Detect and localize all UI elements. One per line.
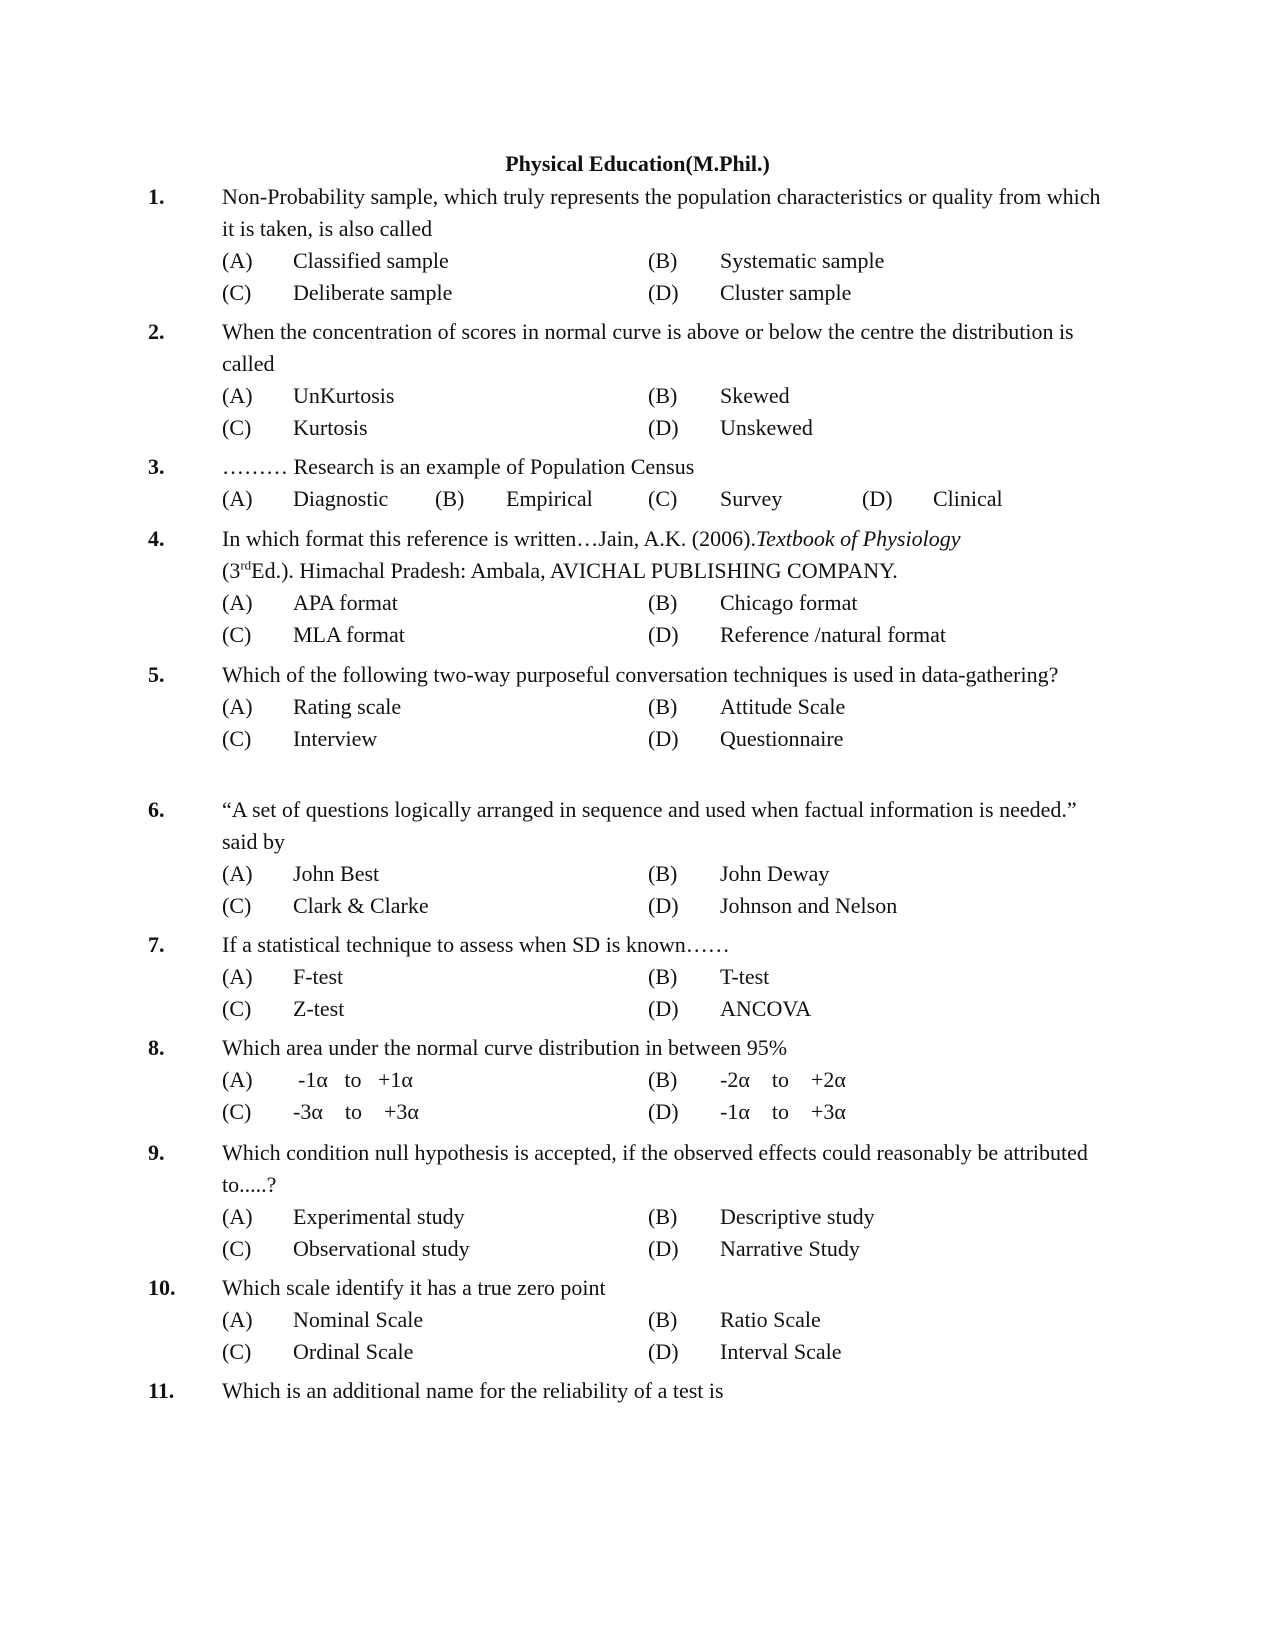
- option-text-a: Rating scale: [293, 694, 402, 719]
- options-row: [222, 619, 1108, 651]
- question-9: [148, 1137, 1108, 1265]
- option-text-d: ANCOVA: [720, 996, 812, 1021]
- option-label-d: (D): [862, 486, 893, 511]
- option-text-b: Attitude Scale: [720, 694, 846, 719]
- option-label-b: (B): [435, 486, 465, 511]
- options-row: [222, 1096, 1108, 1128]
- options-row: [222, 412, 1108, 444]
- option-text-c: Clark & Clarke: [293, 893, 429, 918]
- question-6: [148, 794, 1108, 922]
- option-label-d: (D): [648, 415, 679, 440]
- option-text-d: Questionnaire: [720, 726, 844, 751]
- option-label-d: (D): [648, 893, 679, 918]
- option-label-a: (A): [222, 1307, 253, 1332]
- option-text-d: Interval Scale: [720, 1339, 842, 1364]
- option-text-a: Experimental study: [293, 1204, 465, 1229]
- option-label-c: (C): [222, 1099, 252, 1124]
- question-number: 3.: [148, 454, 165, 479]
- option-label-b: (B): [648, 964, 678, 989]
- options-row: [222, 890, 1108, 922]
- option-label-d: (D): [648, 1099, 679, 1124]
- option-text-c: Survey: [720, 486, 783, 511]
- options-row: [222, 483, 1108, 515]
- question-text: Which area under the normal curve distribution in between 95%: [222, 1035, 788, 1060]
- question-7: [148, 929, 1108, 1025]
- option-label-c: (C): [222, 726, 252, 751]
- question-number: 10.: [148, 1275, 176, 1300]
- option-text-b: John Deway: [720, 861, 830, 886]
- option-label-a: (A): [222, 590, 253, 615]
- page-title: Physical Education(M.Phil.): [505, 151, 770, 176]
- option-label-c: (C): [222, 893, 252, 918]
- question-text: Which of the following two-way purposeful conversation techniques is used in data-gathering?: [222, 662, 1059, 687]
- option-label-c: (C): [648, 486, 678, 511]
- question-number: 7.: [148, 932, 165, 957]
- option-label-b: (B): [648, 1067, 678, 1092]
- question-text: ……… Research is an example of Population Census: [222, 454, 695, 479]
- options-row: [222, 587, 1108, 619]
- option-label-c: (C): [222, 1236, 252, 1261]
- ordinal-suffix: rd: [240, 557, 252, 573]
- option-text-d: -1α to +3α: [720, 1099, 846, 1124]
- option-text-d: Reference /natural format: [720, 622, 946, 647]
- option-text-b: T-test: [720, 964, 770, 989]
- option-text-d: Unskewed: [720, 415, 813, 440]
- question-number: 2.: [148, 319, 165, 344]
- option-text-d: Narrative Study: [720, 1236, 860, 1261]
- option-text-a: John Best: [293, 861, 380, 886]
- question-text: Which is an additional name for the reliability of a test is: [222, 1378, 724, 1403]
- option-label-a: (A): [222, 964, 253, 989]
- option-label-a: (A): [222, 1067, 253, 1092]
- question-1: [148, 181, 1108, 309]
- options-row: [222, 1201, 1108, 1233]
- option-label-b: (B): [648, 1307, 678, 1332]
- option-label-d: (D): [648, 1339, 679, 1364]
- options-row: [222, 277, 1108, 309]
- question-10: [148, 1272, 1108, 1368]
- question-number: 11.: [148, 1378, 175, 1403]
- option-label-d: (D): [648, 1236, 679, 1261]
- options-row: [222, 993, 1108, 1025]
- option-label-d: (D): [648, 996, 679, 1021]
- option-text-a: Classified sample: [293, 248, 449, 273]
- option-label-d: (D): [648, 622, 679, 647]
- question-11: [148, 1375, 1108, 1407]
- option-text-a: -1α to +1α: [298, 1067, 413, 1092]
- option-text-a: APA format: [293, 590, 398, 615]
- options-row: [222, 858, 1108, 890]
- option-text-c: Deliberate sample: [293, 280, 453, 305]
- options-row: [222, 245, 1108, 277]
- option-label-c: (C): [222, 996, 252, 1021]
- question-text: Which condition null hypothesis is accepted, if the observed effects could reasonably be attributed to.....?: [222, 1140, 1088, 1197]
- option-text-c: Ordinal Scale: [293, 1339, 414, 1364]
- option-text-a: Nominal Scale: [293, 1307, 424, 1332]
- option-label-a: (A): [222, 861, 253, 886]
- options-row: [222, 380, 1108, 412]
- options-row: [222, 1336, 1108, 1368]
- option-text-a: UnKurtosis: [293, 383, 395, 408]
- option-text-c: Z-test: [293, 996, 345, 1021]
- option-label-b: (B): [648, 694, 678, 719]
- question-text: [222, 523, 1102, 587]
- question-number: 4.: [148, 526, 165, 551]
- options-row: [222, 691, 1108, 723]
- option-label-b: (B): [648, 590, 678, 615]
- option-text-b: Skewed: [720, 383, 790, 408]
- option-label-b: (B): [648, 1204, 678, 1229]
- option-text-b: Descriptive study: [720, 1204, 875, 1229]
- option-text-c: Interview: [293, 726, 378, 751]
- option-text-a: F-test: [293, 964, 344, 989]
- options-row: [222, 1064, 1108, 1096]
- option-text-d: Cluster sample: [720, 280, 852, 305]
- option-text-c: Kurtosis: [293, 415, 368, 440]
- question-text: When the concentration of scores in normal curve is above or below the centre the distribution is called: [222, 319, 1074, 376]
- question-text-part: Ed.). Himachal Pradesh: Ambala, AVICHAL PUBLISHING COMPANY.: [251, 558, 898, 583]
- option-label-b: (B): [648, 383, 678, 408]
- option-text-c: Observational study: [293, 1236, 470, 1261]
- question-5: [148, 659, 1108, 755]
- options-row: [222, 1304, 1108, 1336]
- option-label-c: (C): [222, 1339, 252, 1364]
- question-text: “A set of questions logically arranged in sequence and used when factual information is needed.” said by: [222, 797, 1077, 854]
- question-number: 8.: [148, 1035, 165, 1060]
- question-number: 5.: [148, 662, 165, 687]
- option-text-b: -2α to +2α: [720, 1067, 846, 1092]
- option-text-b: Ratio Scale: [720, 1307, 821, 1332]
- option-label-a: (A): [222, 248, 253, 273]
- option-text-d: Johnson and Nelson: [720, 893, 898, 918]
- question-3: [148, 451, 1108, 515]
- book-title: Textbook of Physiology: [755, 526, 961, 551]
- option-text-b: Empirical: [506, 486, 593, 511]
- option-label-b: (B): [648, 248, 678, 273]
- option-label-a: (A): [222, 383, 253, 408]
- option-label-c: (C): [222, 415, 252, 440]
- option-text-a: Diagnostic: [293, 486, 389, 511]
- question-8: [148, 1032, 1108, 1128]
- option-label-b: (B): [648, 861, 678, 886]
- question-2: [148, 316, 1108, 444]
- question-text: If a statistical technique to assess when SD is known……: [222, 932, 730, 957]
- question-text-part: In which format this reference is written…Jain, A.K. (2006).: [222, 526, 756, 551]
- option-label-a: (A): [222, 1204, 253, 1229]
- question-number: 9.: [148, 1140, 165, 1165]
- question-4: [148, 523, 1108, 651]
- question-text: Which scale identify it has a true zero point: [222, 1275, 606, 1300]
- option-text-c: -3α to +3α: [293, 1099, 419, 1124]
- option-text-b: Systematic sample: [720, 248, 885, 273]
- question-number: 6.: [148, 797, 165, 822]
- options-row: [222, 961, 1108, 993]
- options-row: [222, 1233, 1108, 1265]
- option-label-a: (A): [222, 486, 253, 511]
- option-text-d: Clinical: [933, 486, 1003, 511]
- question-text: Non-Probability sample, which truly represents the population characteristics or quality from which it is taken, is also called: [222, 184, 1101, 241]
- option-label-c: (C): [222, 280, 252, 305]
- option-label-d: (D): [648, 726, 679, 751]
- question-text-part: (3: [222, 558, 241, 583]
- option-label-a: (A): [222, 694, 253, 719]
- options-row: [222, 723, 1108, 755]
- option-text-c: MLA format: [293, 622, 405, 647]
- option-label-d: (D): [648, 280, 679, 305]
- option-text-b: Chicago format: [720, 590, 858, 615]
- question-number: 1.: [148, 184, 165, 209]
- option-label-c: (C): [222, 622, 252, 647]
